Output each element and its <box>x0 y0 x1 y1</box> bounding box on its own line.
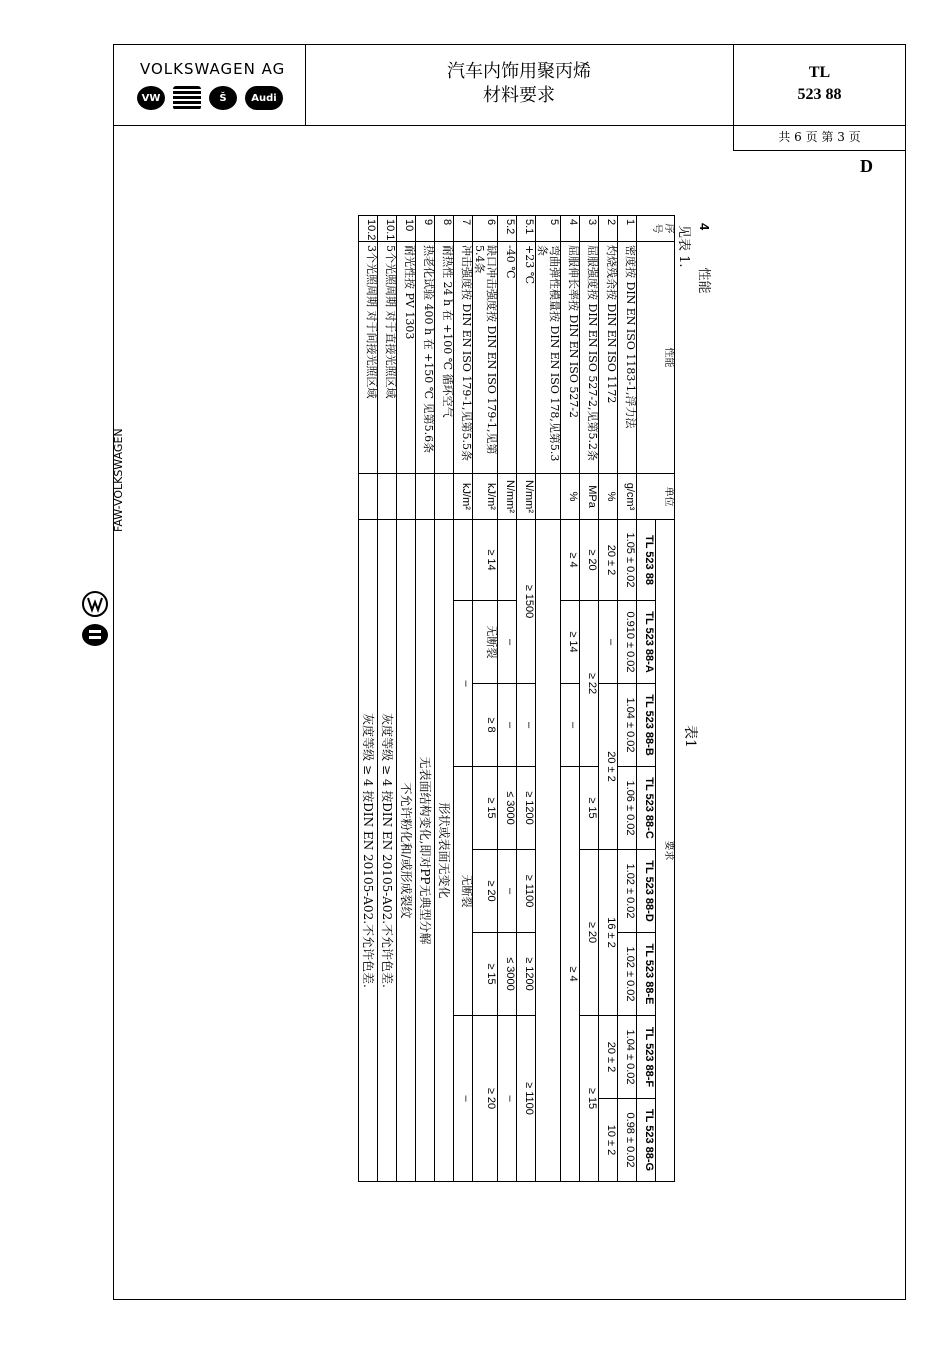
row-unit <box>435 474 454 520</box>
row-no: 5 <box>536 216 561 242</box>
title-line-2: 材料要求 <box>483 85 555 106</box>
row-no: 10 <box>397 216 416 242</box>
document-title <box>305 60 733 108</box>
row-no: 2 <box>599 216 618 242</box>
table-row <box>498 216 517 1182</box>
company-name: VOLKSWAGEN AG <box>140 60 286 78</box>
table-row <box>599 216 618 1182</box>
cell: ≥ 4 <box>561 520 580 601</box>
header-divider <box>113 125 906 126</box>
cell: ≥ 8 <box>473 684 498 767</box>
cell: – <box>517 684 536 767</box>
header-row-1 <box>656 216 675 1182</box>
cell: – <box>454 1016 473 1182</box>
section-heading <box>696 223 715 293</box>
row-no: 8 <box>435 216 454 242</box>
cell: 1.02 ± 0.02 <box>618 850 637 933</box>
row-unit: MPa <box>580 474 599 520</box>
cell: 灰度等级 ≥ 4 按DIN EN 20105-A02.不允许色差. <box>359 520 378 1182</box>
cell: ≤ 3000 <box>498 933 517 1016</box>
cell: 无断裂 <box>473 601 498 684</box>
cell: 无表面结构变化,即对PP无典型分解 <box>416 520 435 1182</box>
row-no: 6 <box>473 216 498 242</box>
col-req-header: 要求 <box>656 520 675 1182</box>
code-header: TL 523 88-D <box>637 850 656 933</box>
row-unit <box>397 474 416 520</box>
cell <box>536 520 561 1182</box>
row-property: 热老化试验 400 h 在 +150 ℃ 见第5.6条 <box>416 242 435 474</box>
cell: ≥ 14 <box>561 601 580 684</box>
cell: ≥ 14 <box>473 520 498 601</box>
seat-logo-icon <box>173 86 201 110</box>
title-line-1: 汽车内饰用聚丙烯 <box>447 61 591 82</box>
row-property: 3个光照周期 对于间接光照区域 <box>359 242 378 474</box>
row-no: 10.2 <box>359 216 378 242</box>
cell: ≥ 1200 <box>517 767 536 850</box>
table-row <box>416 216 435 1182</box>
cell: ≥ 1500 <box>517 520 536 684</box>
cell: – <box>561 684 580 767</box>
page-info-divider <box>733 150 906 151</box>
row-property: 灼烧残余按 DIN EN ISO 1172 <box>599 242 618 474</box>
cell: 0.910 ± 0.02 <box>618 601 637 684</box>
cell: ≥ 20 <box>580 520 599 601</box>
row-property: 缺口冲击强度按 DIN EN ISO 179-1,见第5.4条 <box>473 242 498 474</box>
row-no: 7 <box>454 216 473 242</box>
doc-code: TL <box>808 64 831 81</box>
row-unit: N/mm² <box>517 474 536 520</box>
document-number <box>733 62 906 106</box>
cell: ≥ 1100 <box>517 850 536 933</box>
faw-vw-brand <box>80 428 125 730</box>
col-no-header: 序号 <box>637 216 675 242</box>
table-row <box>378 216 397 1182</box>
cell: – <box>498 684 517 767</box>
row-no: 9 <box>416 216 435 242</box>
vw-logo-icon: VW <box>137 86 165 110</box>
table-row <box>618 216 637 1182</box>
cell: ≥ 4 <box>561 767 580 1182</box>
code-header: TL 523 88-G <box>637 1099 656 1182</box>
row-property: 密度按 DIN EN ISO 1183-1,浮力法 <box>618 242 637 474</box>
faw-vw-logo-icon <box>80 590 110 650</box>
cell: ≥ 15 <box>580 1016 599 1182</box>
cell: 1.04 ± 0.02 <box>618 684 637 767</box>
row-property: 耐热性 24 h 在 +100 ℃ 循环空气 <box>435 242 454 474</box>
cell: – <box>454 601 473 767</box>
table-row <box>536 216 561 1182</box>
table-row <box>580 216 599 1182</box>
table-row <box>397 216 416 1182</box>
cell <box>454 520 473 601</box>
row-no: 5.2 <box>498 216 517 242</box>
cell: ≥ 1100 <box>517 1016 536 1182</box>
row-no: 4 <box>561 216 580 242</box>
row-property: 屈服伸长率按 DIN EN ISO 527-2 <box>561 242 580 474</box>
row-unit: N/mm² <box>498 474 517 520</box>
cell: ≥ 15 <box>473 767 498 850</box>
row-unit: % <box>599 474 618 520</box>
row-unit <box>378 474 397 520</box>
row-unit: kJ/m² <box>473 474 498 520</box>
row-property: -40 ℃ <box>498 242 517 474</box>
row-no: 1 <box>618 216 637 242</box>
page-info: 共 6 页 第 3 页 <box>778 130 861 144</box>
row-no: 5.1 <box>517 216 536 242</box>
code-header: TL 523 88-A <box>637 601 656 684</box>
cell: ≥ 22 <box>580 601 599 767</box>
table-caption: 表1 <box>682 725 698 748</box>
cell: 1.05 ± 0.02 <box>618 520 637 601</box>
cell: 20 ± 2 <box>599 684 618 850</box>
row-unit: kJ/m² <box>454 474 473 520</box>
table-row <box>561 216 580 1182</box>
cell: ≥ 15 <box>473 933 498 1016</box>
row-property: 5个光照周期 对于直接光照区域 <box>378 242 397 474</box>
cell: 灰度等级 ≥ 4 按DIN EN 20105-A02.不允许色差. <box>378 520 397 1182</box>
col-unit-header: 单位 <box>637 474 675 520</box>
cell: ≥ 15 <box>580 767 599 850</box>
cell: – <box>498 1016 517 1182</box>
code-header: TL 523 88 <box>637 520 656 601</box>
rotated-content <box>175 215 715 1185</box>
section-number: 4 <box>697 223 712 231</box>
row-property: +23 ℃ <box>517 242 536 474</box>
cell: 不允许粉化和/或形成裂纹 <box>397 520 416 1182</box>
cell <box>498 520 517 601</box>
table-row <box>473 216 498 1182</box>
code-header: TL 523 88-F <box>637 1016 656 1099</box>
row-property: 耐光性按 PV 1303 <box>397 242 416 474</box>
cell: ≥ 20 <box>473 1016 498 1182</box>
revision-letter: D <box>860 156 873 176</box>
cell: 0.98 ± 0.02 <box>618 1099 637 1182</box>
skoda-logo-icon: Š <box>209 86 237 110</box>
row-property: 弯曲弹性模量按 DIN EN ISO 178,见第5.3条 <box>536 242 561 474</box>
cell: 1.02 ± 0.02 <box>618 933 637 1016</box>
code-header: TL 523 88-B <box>637 684 656 767</box>
cell: ≥ 20 <box>580 850 599 1016</box>
row-unit: g/cm³ <box>618 474 637 520</box>
cell: 20 ± 2 <box>599 1016 618 1099</box>
table-row <box>435 216 454 1182</box>
table-row <box>454 216 473 1182</box>
requirements-table <box>358 215 675 1182</box>
cell: – <box>498 850 517 933</box>
cell: ≥ 20 <box>473 850 498 933</box>
cell: 1.06 ± 0.02 <box>618 767 637 850</box>
faw-vw-text: FAW-VOLKSWAGEN <box>112 428 125 532</box>
row-no: 10.1 <box>378 216 397 242</box>
cell: 无断裂 <box>454 767 473 1016</box>
table-row <box>517 216 536 1182</box>
col-prop-header: 性能 <box>637 242 675 474</box>
cell: 1.04 ± 0.02 <box>618 1016 637 1099</box>
cell: – <box>498 601 517 684</box>
audi-logo-icon: Audi <box>245 86 283 110</box>
row-property: 屈服强度按 DIN EN ISO 527-2,见第5.2条 <box>580 242 599 474</box>
cell: 16 ± 2 <box>599 850 618 1016</box>
section-title: 性能 <box>696 267 711 294</box>
row-property: 冲击强度按 DIN EN ISO 179-1,见第5.5条 <box>454 242 473 474</box>
row-unit: % <box>561 474 580 520</box>
row-unit <box>359 474 378 520</box>
doc-number: 523 88 <box>797 86 842 103</box>
cell: ≤ 3000 <box>498 767 517 850</box>
row-no: 3 <box>580 216 599 242</box>
cell: ≥ 1200 <box>517 933 536 1016</box>
cell: 10 ± 2 <box>599 1099 618 1182</box>
code-header: TL 523 88-C <box>637 767 656 850</box>
cell: 20 ± 2 <box>599 520 618 601</box>
row-unit <box>416 474 435 520</box>
cell: – <box>599 601 618 684</box>
cell: 形状或表面无变化 <box>435 520 454 1182</box>
row-unit <box>536 474 561 520</box>
table-row <box>359 216 378 1182</box>
brand-logos <box>137 86 283 110</box>
see-table-note: 见表 1. <box>676 225 691 268</box>
code-header: TL 523 88-E <box>637 933 656 1016</box>
